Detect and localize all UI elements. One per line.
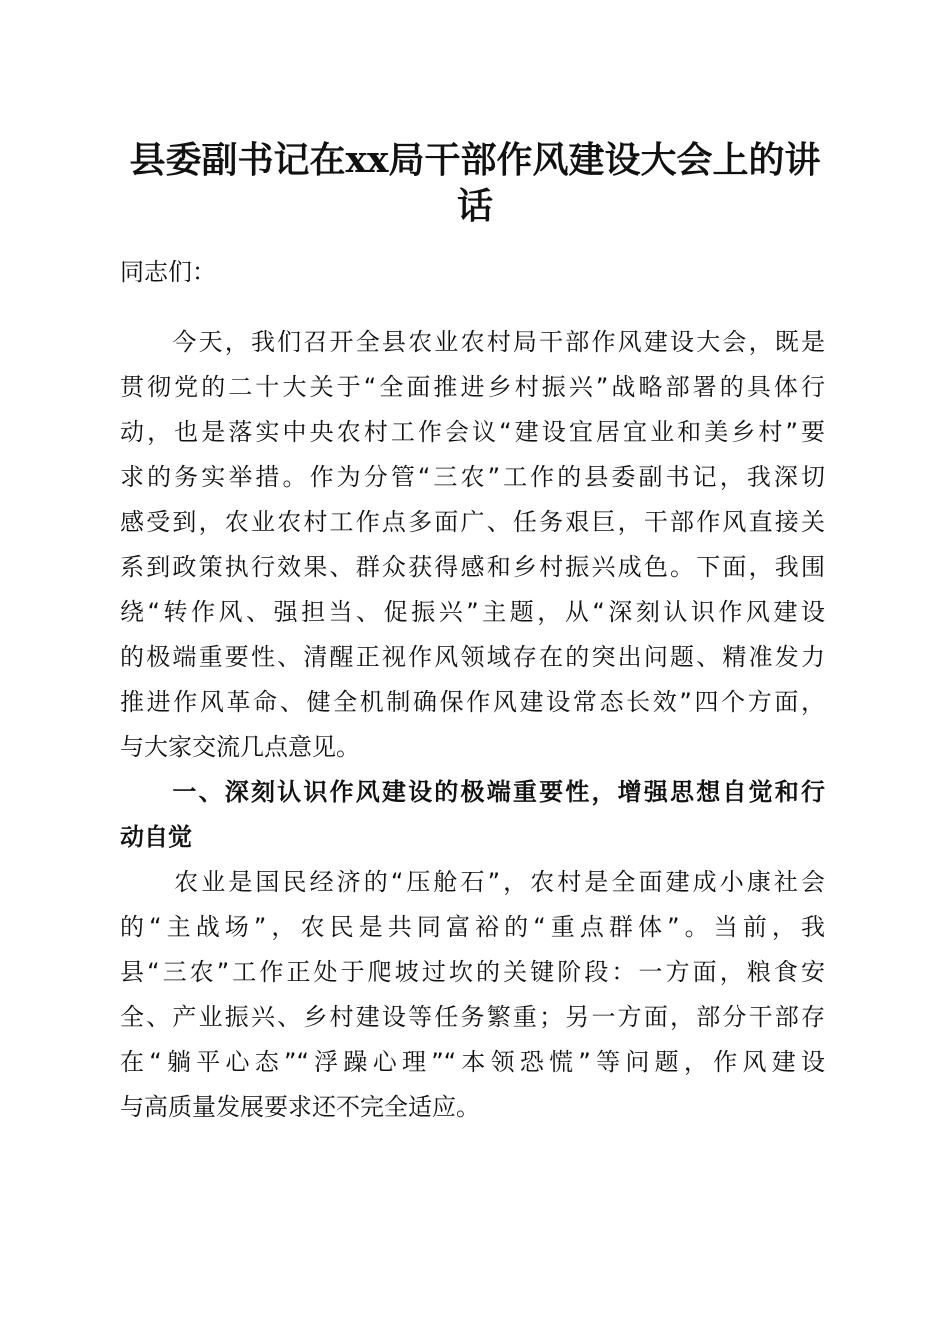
- text-line: 与大家交流几点意见。: [120, 733, 360, 761]
- text-line: 推进作风革命、健全机制确保作风建设常态长效”四个方面，: [120, 688, 825, 716]
- text-line: 感受到，农业农村工作点多面广、任务艰巨，干部作风直接关: [120, 508, 825, 536]
- text-line: 绕“转作风、强担当、促振兴”主题，从“深刻认识作风建设: [120, 598, 825, 626]
- paragraph-section-1: [120, 860, 825, 1130]
- text-line: 贯彻党的二十大关于“全面推进乡村振兴”战略部署的具体行: [120, 373, 825, 401]
- text-line: 全、产业振兴、乡村建设等任务繁重；另一方面，部分干部存: [120, 1003, 825, 1031]
- section-heading-1: [120, 770, 825, 860]
- text-line: 在“躺平心态”“浮躁心理”“本领恐慌”等问题，作风建设: [120, 1048, 825, 1076]
- paragraph-intro: [120, 320, 825, 770]
- text-line: 动，也是落实中央农村工作会议“建设宜居宜业和美乡村”要: [120, 418, 825, 446]
- title-line: 话: [456, 185, 493, 227]
- text-line: 的“主战场”，农民是共同富裕的“重点群体”。当前，我: [120, 913, 825, 941]
- title-line: 县委副书记在xx局干部作风建设大会上的讲: [129, 139, 821, 181]
- text-line: 县“三农”工作正处于爬坡过坎的关键阶段：一方面，粮食安: [120, 958, 825, 986]
- salutation: 同志们：: [120, 258, 216, 286]
- document-title: [0, 137, 950, 229]
- text-line: 今天，我们召开全县农业农村局干部作风建设大会，既是: [120, 328, 825, 356]
- document-body: [120, 250, 825, 1130]
- heading-line: 动自觉: [120, 823, 192, 851]
- heading-line: 一、深刻认识作风建设的极端重要性，增强思想自觉和行: [120, 778, 825, 806]
- text-line: 求的务实举措。作为分管“三农”工作的县委副书记，我深切: [120, 463, 825, 491]
- text-line: 农业是国民经济的“压舱石”，农村是全面建成小康社会: [120, 868, 825, 896]
- text-line: 的极端重要性、清醒正视作风领域存在的突出问题、精准发力: [120, 643, 825, 671]
- text-line: 系到政策执行效果、群众获得感和乡村振兴成色。下面，我围: [120, 553, 825, 581]
- text-line: 与高质量发展要求还不完全适应。: [120, 1093, 480, 1121]
